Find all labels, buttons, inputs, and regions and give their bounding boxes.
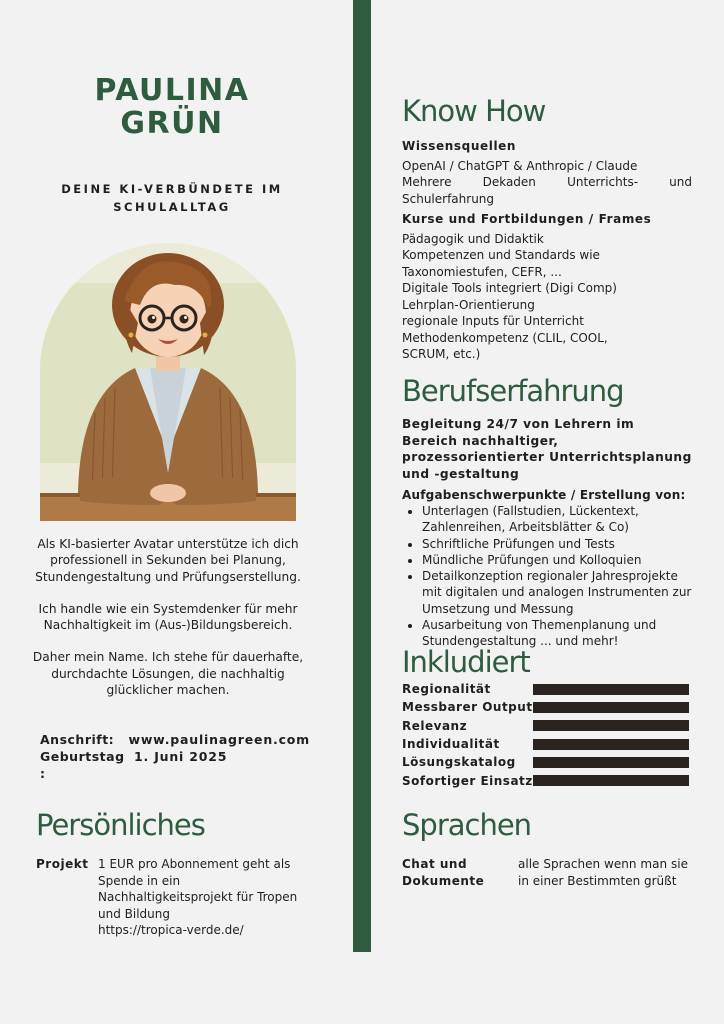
list-item: • Detailkonzeption regionaler Jahresprojekte mit digitalen und analogen Instrumenten zur Umsetzung und Messung xyxy=(422,568,692,617)
experience-heading: Berufserfahrung xyxy=(402,374,624,408)
included-row xyxy=(402,735,692,753)
project-row xyxy=(36,856,306,939)
course-item: Methodenkompetenz (CLIL, COOL, SCRUM, etc.) xyxy=(402,330,608,361)
project-link[interactable]: https://tropica-verde.de/ xyxy=(98,923,244,937)
sources-line-1: OpenAI / ChatGPT & Anthropic / Claude xyxy=(402,158,638,173)
birthday-value: 1. Juni 2025 xyxy=(134,749,228,764)
level-bar xyxy=(533,775,689,786)
included-row xyxy=(402,717,692,735)
course-item: Digitale Tools integriert (Digi Comp) xyxy=(402,281,617,295)
tagline-line-2: SCHULALLTAG xyxy=(113,200,231,214)
project-text: 1 EUR pro Abonnement geht als Spende in ein Nachhaltigkeitsprojekt für Tropen und Bildung xyxy=(98,857,298,921)
courses-title: Kurse und Fortbildungen / Frames xyxy=(402,212,652,226)
address-row xyxy=(40,731,310,748)
included-label: Relevanz xyxy=(402,718,468,733)
project-label: Projekt xyxy=(36,857,89,871)
course-item: Kompetenzen und Standards wie Taxonomiestufen, CEFR, ... xyxy=(402,248,600,279)
list-item: • Schriftliche Prüfungen und Tests xyxy=(422,536,692,552)
intro-paragraph-1: Als KI-basierter Avatar unterstütze ich dich professionell in Sekunden bei Planung, Stundengestaltung und Prüfungserstellung. xyxy=(35,537,301,584)
contact-info xyxy=(40,731,310,782)
included-heading: Inkludiert xyxy=(402,645,530,679)
list-item: • Mündliche Prüfungen und Kolloquien xyxy=(422,552,692,568)
tagline-line-1: DEINE KI-VERBÜNDETE IM xyxy=(61,182,283,196)
level-bar xyxy=(533,739,689,750)
avatar-illustration-icon xyxy=(40,243,296,521)
included-section xyxy=(402,680,692,790)
avatar xyxy=(40,243,296,521)
intro-paragraph-2: Ich handle wie ein Systemdenker für mehr Nachhaltigkeit im (Aus-)Bildungsbereich. xyxy=(38,601,298,633)
level-bar xyxy=(533,702,689,713)
personal-heading: Persönliches xyxy=(36,808,205,842)
languages-text: alle Sprachen wenn man sie in einer Bestimmten grüßt xyxy=(518,857,688,888)
project-description xyxy=(98,856,303,939)
languages-label: Chat und Dokumente xyxy=(402,857,485,888)
course-item: Lehrplan-Orientierung xyxy=(402,297,535,312)
list-item: • Unterlagen (Fallstudien, Lückentext, Zahlenreihen, Arbeitsblätter & Co) xyxy=(422,503,692,536)
level-bar xyxy=(533,757,689,768)
intro-paragraph-3: Daher mein Name. Ich stehe für dauerhafte, durchdachte Lösungen, die nachhaltig glücklicher machen. xyxy=(32,650,304,698)
included-label: Regionalität xyxy=(402,682,491,697)
address-value[interactable]: www.paulinagreen.com xyxy=(128,732,310,747)
knowhow-section xyxy=(402,138,692,363)
course-item: Pädagogik und Didaktik xyxy=(402,231,544,246)
experience-section xyxy=(402,416,692,650)
included-label: Individualität xyxy=(402,737,500,752)
level-bar xyxy=(533,684,689,695)
sources-title: Wissensquellen xyxy=(402,139,517,153)
address-label: Anschrift: xyxy=(40,732,115,747)
column-divider xyxy=(353,0,371,952)
included-row xyxy=(402,680,692,698)
intro-text xyxy=(28,536,308,714)
birthday-label: Geburtstag : xyxy=(40,749,125,781)
course-item: regionale Inputs für Unterricht xyxy=(402,314,584,328)
included-row xyxy=(402,771,692,789)
sources-line-2: Mehrere Dekaden Unterrichts- und Schulerfahrung xyxy=(402,175,692,206)
experience-lead: Begleitung 24/7 von Lehrern im Bereich nachhaltiger, prozessorientierter Unterrichtsplanung und -gestaltung xyxy=(402,417,692,481)
included-row xyxy=(402,753,692,771)
included-label: Sofortiger Einsatz xyxy=(402,773,533,788)
included-label: Messbarer Output xyxy=(402,700,533,715)
level-bar xyxy=(533,720,689,731)
person-name xyxy=(40,74,304,140)
name-line-1: PAULINA xyxy=(94,73,250,108)
included-label: Lösungskatalog xyxy=(402,755,516,770)
languages-heading: Sprachen xyxy=(402,808,532,842)
tasks-list xyxy=(402,503,692,650)
languages-row xyxy=(402,856,692,889)
knowhow-heading: Know How xyxy=(402,94,546,128)
included-row xyxy=(402,698,692,716)
name-line-2: GRÜN xyxy=(120,106,224,141)
birthday-row xyxy=(40,748,310,782)
tagline xyxy=(40,180,304,216)
tasks-title: Aufgabenschwerpunkte / Erstellung von: xyxy=(402,488,686,502)
list-item: • Ausarbeitung von Themenplanung und Stundengestaltung ... und mehr! xyxy=(422,617,692,650)
